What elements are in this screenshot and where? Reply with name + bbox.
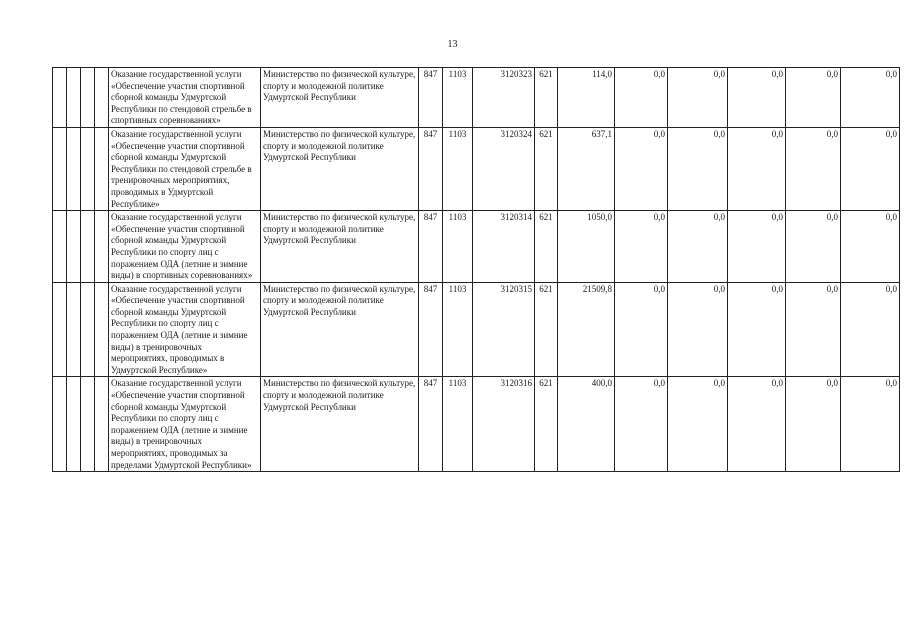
csr-code-cell: 3120323 bbox=[473, 68, 535, 128]
code-cell-4 bbox=[95, 68, 109, 128]
amount-cell-5: 0,0 bbox=[786, 282, 841, 377]
grbs-code-cell: 847 bbox=[419, 211, 443, 283]
code-cell-2 bbox=[67, 377, 81, 472]
amount-cell-6: 0,0 bbox=[841, 282, 900, 377]
grbs-code-cell: 847 bbox=[419, 127, 443, 210]
amount-cell-5: 0,0 bbox=[786, 377, 841, 472]
amount-cell-2: 0,0 bbox=[615, 127, 668, 210]
csr-code-cell: 3120314 bbox=[473, 211, 535, 283]
code-cell-3 bbox=[81, 211, 95, 283]
service-name-cell: Оказание государственной услуги «Обеспечение участия спортивной сборной команды Удмуртской Республики по спорту лиц с поражением ОДА (летние и зимние виды) в спортивных соревнованиях» bbox=[109, 211, 261, 283]
code-cell-1 bbox=[53, 282, 67, 377]
budget-table bbox=[52, 67, 900, 472]
code-cell-3 bbox=[81, 68, 95, 128]
rzpr-code-cell: 1103 bbox=[443, 127, 473, 210]
amount-cell-2: 0,0 bbox=[615, 377, 668, 472]
code-cell-3 bbox=[81, 282, 95, 377]
amount-cell-6: 0,0 bbox=[841, 377, 900, 472]
code-cell-3 bbox=[81, 377, 95, 472]
amount-cell-2: 0,0 bbox=[615, 282, 668, 377]
amount-cell-1: 637,1 bbox=[558, 127, 615, 210]
amount-cell-4: 0,0 bbox=[728, 282, 786, 377]
code-cell-4 bbox=[95, 211, 109, 283]
rzpr-code-cell: 1103 bbox=[443, 68, 473, 128]
service-name-cell: Оказание государственной услуги «Обеспечение участия спортивной сборной команды Удмуртской Республики по стендовой стрельбе в тренировочных мероприятиях, проводимых в Удмуртской Республике» bbox=[109, 127, 261, 210]
amount-cell-1: 400,0 bbox=[558, 377, 615, 472]
rzpr-code-cell: 1103 bbox=[443, 282, 473, 377]
vr-code-cell: 621 bbox=[535, 377, 558, 472]
amount-cell-6: 0,0 bbox=[841, 211, 900, 283]
amount-cell-5: 0,0 bbox=[786, 211, 841, 283]
code-cell-4 bbox=[95, 282, 109, 377]
vr-code-cell: 621 bbox=[535, 211, 558, 283]
amount-cell-4: 0,0 bbox=[728, 127, 786, 210]
ministry-cell: Министерство по физической культуре, спорту и молодежной политике Удмуртской Республики bbox=[261, 127, 419, 210]
amount-cell-3: 0,0 bbox=[668, 282, 728, 377]
table-row bbox=[53, 127, 900, 210]
vr-code-cell: 621 bbox=[535, 282, 558, 377]
amount-cell-5: 0,0 bbox=[786, 68, 841, 128]
amount-cell-4: 0,0 bbox=[728, 211, 786, 283]
ministry-cell: Министерство по физической культуре, спорту и молодежной политике Удмуртской Республики bbox=[261, 211, 419, 283]
code-cell-3 bbox=[81, 127, 95, 210]
amount-cell-3: 0,0 bbox=[668, 127, 728, 210]
table-row bbox=[53, 282, 900, 377]
csr-code-cell: 3120324 bbox=[473, 127, 535, 210]
vr-code-cell: 621 bbox=[535, 127, 558, 210]
ministry-cell: Министерство по физической культуре, спорту и молодежной политике Удмуртской Республики bbox=[261, 68, 419, 128]
vr-code-cell: 621 bbox=[535, 68, 558, 128]
code-cell-2 bbox=[67, 282, 81, 377]
rzpr-code-cell: 1103 bbox=[443, 211, 473, 283]
page-number: 13 bbox=[447, 39, 458, 50]
code-cell-1 bbox=[53, 377, 67, 472]
amount-cell-1: 1050,0 bbox=[558, 211, 615, 283]
code-cell-4 bbox=[95, 127, 109, 210]
amount-cell-3: 0,0 bbox=[668, 68, 728, 128]
code-cell-4 bbox=[95, 377, 109, 472]
amount-cell-3: 0,0 bbox=[668, 211, 728, 283]
code-cell-2 bbox=[67, 127, 81, 210]
amount-cell-5: 0,0 bbox=[786, 127, 841, 210]
amount-cell-4: 0,0 bbox=[728, 377, 786, 472]
service-name-cell: Оказание государственной услуги «Обеспечение участия спортивной сборной команды Удмуртской Республики по стендовой стрельбе в спортивных соревнованиях» bbox=[109, 68, 261, 128]
code-cell-1 bbox=[53, 127, 67, 210]
csr-code-cell: 3120315 bbox=[473, 282, 535, 377]
rzpr-code-cell: 1103 bbox=[443, 377, 473, 472]
code-cell-1 bbox=[53, 68, 67, 128]
amount-cell-2: 0,0 bbox=[615, 211, 668, 283]
code-cell-1 bbox=[53, 211, 67, 283]
amount-cell-6: 0,0 bbox=[841, 68, 900, 128]
amount-cell-1: 21509,8 bbox=[558, 282, 615, 377]
table-row bbox=[53, 377, 900, 472]
ministry-cell: Министерство по физической культуре, спорту и молодежной политике Удмуртской Республики bbox=[261, 282, 419, 377]
csr-code-cell: 3120316 bbox=[473, 377, 535, 472]
code-cell-2 bbox=[67, 68, 81, 128]
grbs-code-cell: 847 bbox=[419, 68, 443, 128]
grbs-code-cell: 847 bbox=[419, 282, 443, 377]
ministry-cell: Министерство по физической культуре, спорту и молодежной политике Удмуртской Республики bbox=[261, 377, 419, 472]
grbs-code-cell: 847 bbox=[419, 377, 443, 472]
code-cell-2 bbox=[67, 211, 81, 283]
amount-cell-1: 114,0 bbox=[558, 68, 615, 128]
amount-cell-3: 0,0 bbox=[668, 377, 728, 472]
amount-cell-4: 0,0 bbox=[728, 68, 786, 128]
table-row bbox=[53, 68, 900, 128]
amount-cell-2: 0,0 bbox=[615, 68, 668, 128]
service-name-cell: Оказание государственной услуги «Обеспечение участия спортивной сборной команды Удмуртской Республики по спорту лиц с поражением ОДА (летние и зимние виды) в тренировочных мероприятиях, проводимых в Удмуртской Республике» bbox=[109, 282, 261, 377]
amount-cell-6: 0,0 bbox=[841, 127, 900, 210]
service-name-cell: Оказание государственной услуги «Обеспечение участия спортивной сборной команды Удмуртской Республики по спорту лиц с поражением ОДА (летние и зимние виды) в тренировочных мероприятиях, проводимых за пределами Удмуртской Республики» bbox=[109, 377, 261, 472]
table-row bbox=[53, 211, 900, 283]
